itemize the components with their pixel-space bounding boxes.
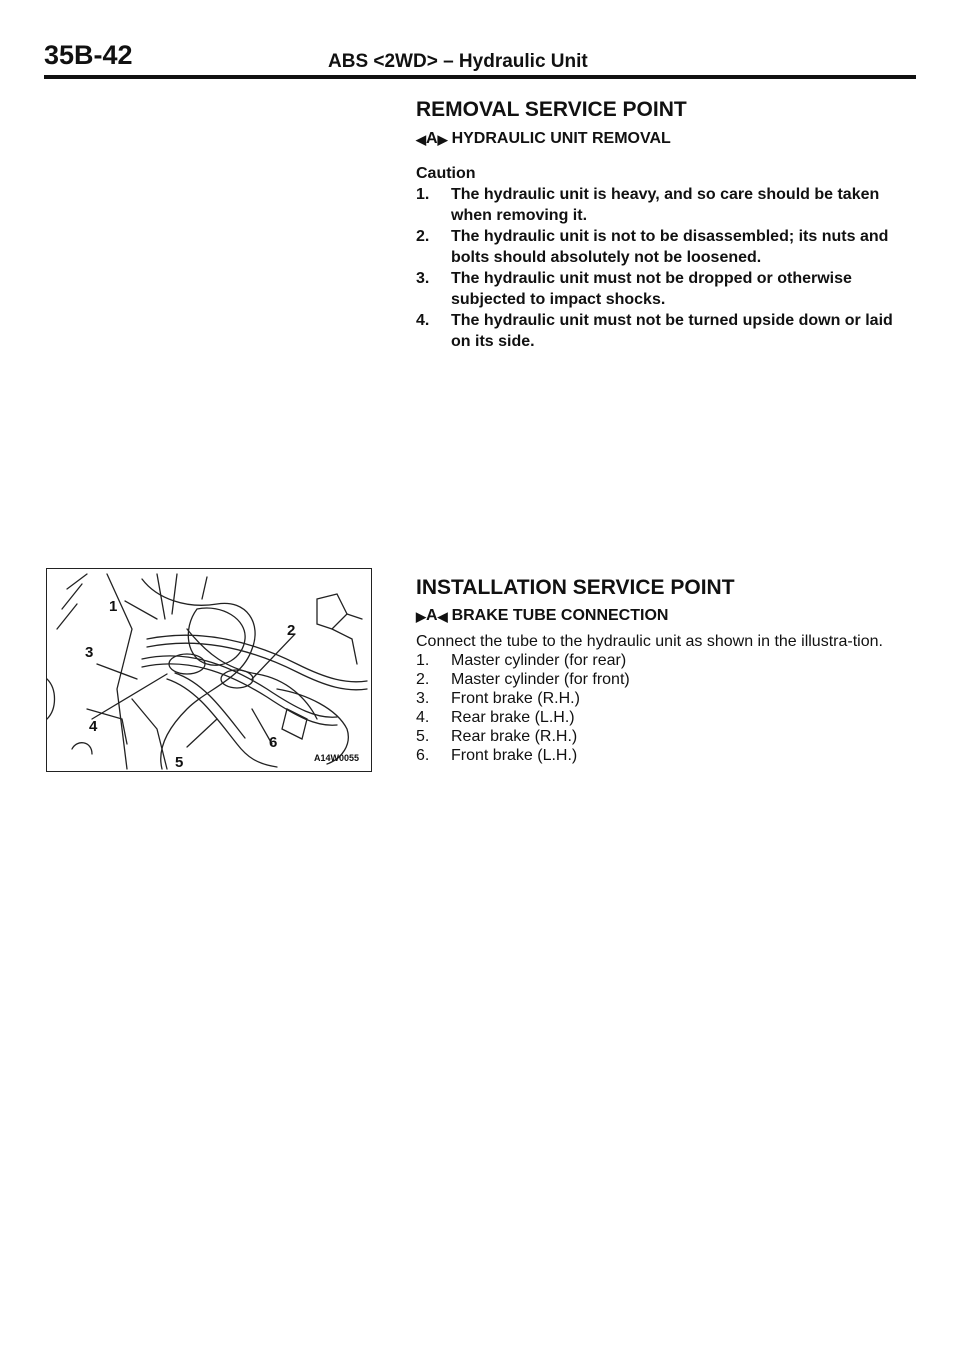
removal-caution-block xyxy=(416,163,916,352)
list-item-number: 2. xyxy=(416,228,430,245)
callout-label: 3 xyxy=(85,644,94,661)
caution-list xyxy=(416,184,916,352)
installation-subheading xyxy=(416,607,668,625)
list-item xyxy=(416,184,916,226)
list-item-text: Rear brake (R.H.) xyxy=(451,728,578,745)
left-triangle-icon: ◀ xyxy=(416,131,426,147)
installation-intro: Connect the tube to the hydraulic unit as shown in the illustra-tion. xyxy=(416,633,883,650)
list-item xyxy=(416,226,916,268)
right-triangle-icon: ▶ xyxy=(437,131,448,147)
callout-label: 6 xyxy=(269,734,278,751)
service-point-marker xyxy=(416,607,448,625)
removal-subheading-text: HYDRAULIC UNIT REMOVAL xyxy=(451,130,671,147)
list-item-number: 1. xyxy=(416,186,430,203)
list-item-text: Master cylinder (for front) xyxy=(451,671,630,688)
removal-section-title: REMOVAL SERVICE POINT xyxy=(416,98,687,121)
callout-label: 4 xyxy=(89,718,98,735)
page-header-title: ABS <2WD> – Hydraulic Unit xyxy=(328,51,588,72)
list-item xyxy=(416,746,916,765)
list-item xyxy=(416,670,916,689)
marker-letter: A xyxy=(426,607,438,624)
list-item xyxy=(416,310,916,352)
list-item-number: 4. xyxy=(416,312,430,329)
list-item-text: Master cylinder (for rear) xyxy=(451,652,627,669)
list-item-text: The hydraulic unit must not be turned upside down or laid on its side. xyxy=(451,312,893,350)
page-number: 35B-42 xyxy=(44,40,133,70)
list-item-text: Front brake (L.H.) xyxy=(451,747,578,764)
list-item-text: The hydraulic unit is heavy, and so care should be taken when removing it. xyxy=(451,186,880,224)
installation-body xyxy=(416,632,916,765)
callout-label: 2 xyxy=(287,622,296,639)
tube-list xyxy=(416,651,916,765)
hydraulic-unit-illustration xyxy=(46,568,372,772)
callout-label: 5 xyxy=(175,754,184,771)
list-item-number: 3. xyxy=(416,270,430,287)
marker-letter: A xyxy=(426,130,438,147)
list-item-number: 3. xyxy=(416,690,430,707)
list-item xyxy=(416,689,916,708)
right-triangle-icon: ▶ xyxy=(416,608,426,624)
list-item xyxy=(416,268,916,310)
list-item-number: 2. xyxy=(416,671,430,688)
list-item-text: The hydraulic unit is not to be disassembled; its nuts and bolts should absolutely not be loosened. xyxy=(451,228,889,266)
list-item-number: 5. xyxy=(416,728,430,745)
left-triangle-icon: ◀ xyxy=(437,608,448,624)
list-item-text: Front brake (R.H.) xyxy=(451,690,580,707)
caution-label: Caution xyxy=(416,165,476,182)
list-item xyxy=(416,651,916,670)
callout-label: 1 xyxy=(109,598,118,615)
list-item-text: The hydraulic unit must not be dropped or otherwise subjected to impact shocks. xyxy=(451,270,852,308)
figure-code: A14W0055 xyxy=(313,753,359,763)
list-item xyxy=(416,727,916,746)
list-item-number: 6. xyxy=(416,747,430,764)
list-item-text: Rear brake (L.H.) xyxy=(451,709,575,726)
installation-subheading-text: BRAKE TUBE CONNECTION xyxy=(451,607,669,624)
installation-section-title: INSTALLATION SERVICE POINT xyxy=(416,576,735,599)
removal-subheading xyxy=(416,130,671,148)
list-item-number: 1. xyxy=(416,652,430,669)
header-rule xyxy=(44,75,916,79)
service-point-marker xyxy=(416,130,448,148)
brake-tube-drawing xyxy=(47,569,372,772)
list-item-number: 4. xyxy=(416,709,430,726)
list-item xyxy=(416,708,916,727)
